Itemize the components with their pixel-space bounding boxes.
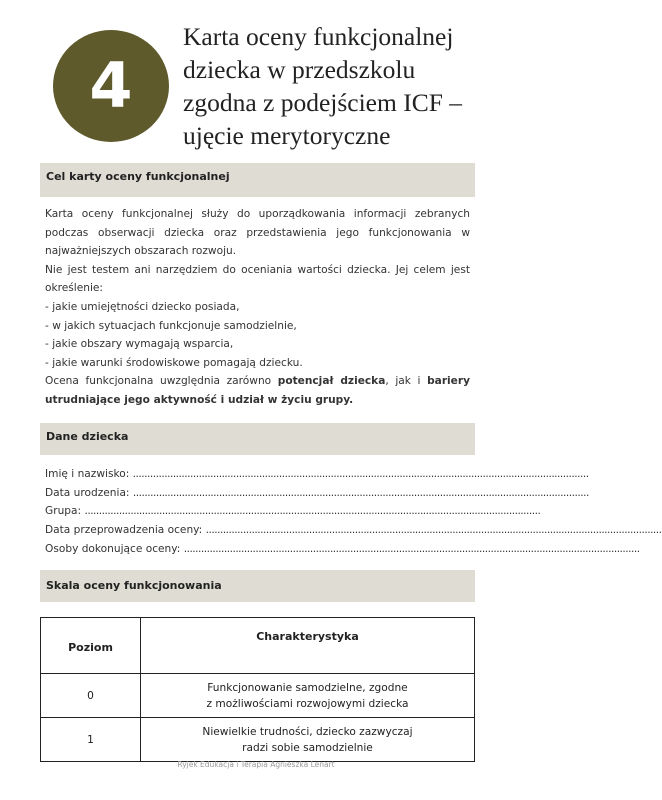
table-row: [41, 674, 475, 718]
description-line: z możliwościami rozwojowymi dziecka: [206, 697, 409, 710]
section-heading-purpose: Cel karty oceny funkcjonalnej: [40, 163, 475, 197]
child-name-field[interactable]: Imię i nazwisko: ...............................................................................................................................................................: [45, 468, 589, 480]
child-data-fields: [45, 465, 662, 558]
assessors-field[interactable]: Osoby dokonujące oceny: ...............................................................................................................................................................: [45, 542, 640, 555]
section-heading-scale: Skala oceny funkcjonowania: [40, 570, 475, 602]
field-label: Osoby dokonujące oceny:: [45, 542, 181, 555]
description-line: Funkcjonowanie samodzielne, zgodne: [207, 681, 408, 694]
field-label: Data urodzenia:: [45, 486, 130, 499]
purpose-bullet: - w jakich sytuacjach funkcjonuje samodzielnie,: [45, 319, 297, 332]
closing-bold-potential: potencjał dziecka: [277, 375, 386, 388]
field-label: Imię i nazwisko:: [45, 468, 130, 480]
closing-text: Ocena funkcjonalna uwzględnia zarówno: [45, 375, 278, 388]
closing-text: , jak i: [385, 375, 428, 388]
purpose-bullet: - jakie obszary wymagają wsparcia,: [45, 338, 234, 351]
section-heading-child-data: Dane dziecka: [40, 423, 475, 455]
purpose-bullet: - jakie umiejętności dziecko posiada,: [45, 300, 240, 313]
title-line: dziecka w przedszkolu: [183, 55, 416, 84]
assessment-date-field[interactable]: Data przeprowadzenia oceny: ...............................................................................................................................................................: [45, 524, 662, 537]
chapter-number-badge: [53, 30, 169, 142]
purpose-body: [45, 205, 470, 410]
field-label: Data przeprowadzenia oceny:: [45, 524, 203, 537]
description-line: Niewielkie trudności, dziecko zazwyczaj: [202, 725, 413, 738]
table-header-row: [41, 618, 475, 674]
birth-date-field[interactable]: Data urodzenia: ...............................................................................................................................................................: [45, 486, 589, 499]
purpose-intro: Nie jest testem ani narzędziem do oceniania wartości dziecka. Jej celem jest określenie:: [45, 263, 470, 295]
closing-bold-barriers: bariery utrudniające jego aktywność i udział w życiu grupy.: [45, 375, 470, 406]
purpose-bullet: - jakie warunki środowiskowe pomagają dziecku.: [45, 356, 303, 369]
title-line: zgodna z podejściem ICF –: [183, 88, 463, 117]
title-line: Karta oceny funkcjonalnej: [183, 22, 454, 51]
description-cell: [141, 674, 475, 718]
description-line: radzi sobie samodzielnie: [242, 741, 373, 754]
level-cell: 1: [41, 718, 141, 762]
group-field[interactable]: Grupa: ...............................................................................................................................................................: [45, 505, 541, 518]
table-row: [41, 718, 475, 762]
page-title: [183, 20, 493, 152]
purpose-closing: [45, 372, 470, 409]
functioning-scale-table: [40, 617, 475, 762]
column-header-description: Charakterystyka: [141, 618, 475, 674]
chapter-number: 4: [89, 49, 133, 122]
footer-credit: Ryjek Edukacja i Terapia Agnieszka Lenart: [177, 760, 335, 769]
level-cell: 0: [41, 674, 141, 718]
purpose-paragraph: Karta oceny funkcjonalnej służy do uporządkowania informacji zebranych podczas obserwacji dziecka oraz przedstawienia jego funkcjonowania w najważniejszych obszarach rozwoju.: [45, 208, 470, 258]
column-header-level: Poziom: [41, 618, 141, 674]
field-label: Grupa:: [45, 505, 82, 518]
description-cell: [141, 718, 475, 762]
title-line: ujęcie merytoryczne: [183, 121, 391, 150]
